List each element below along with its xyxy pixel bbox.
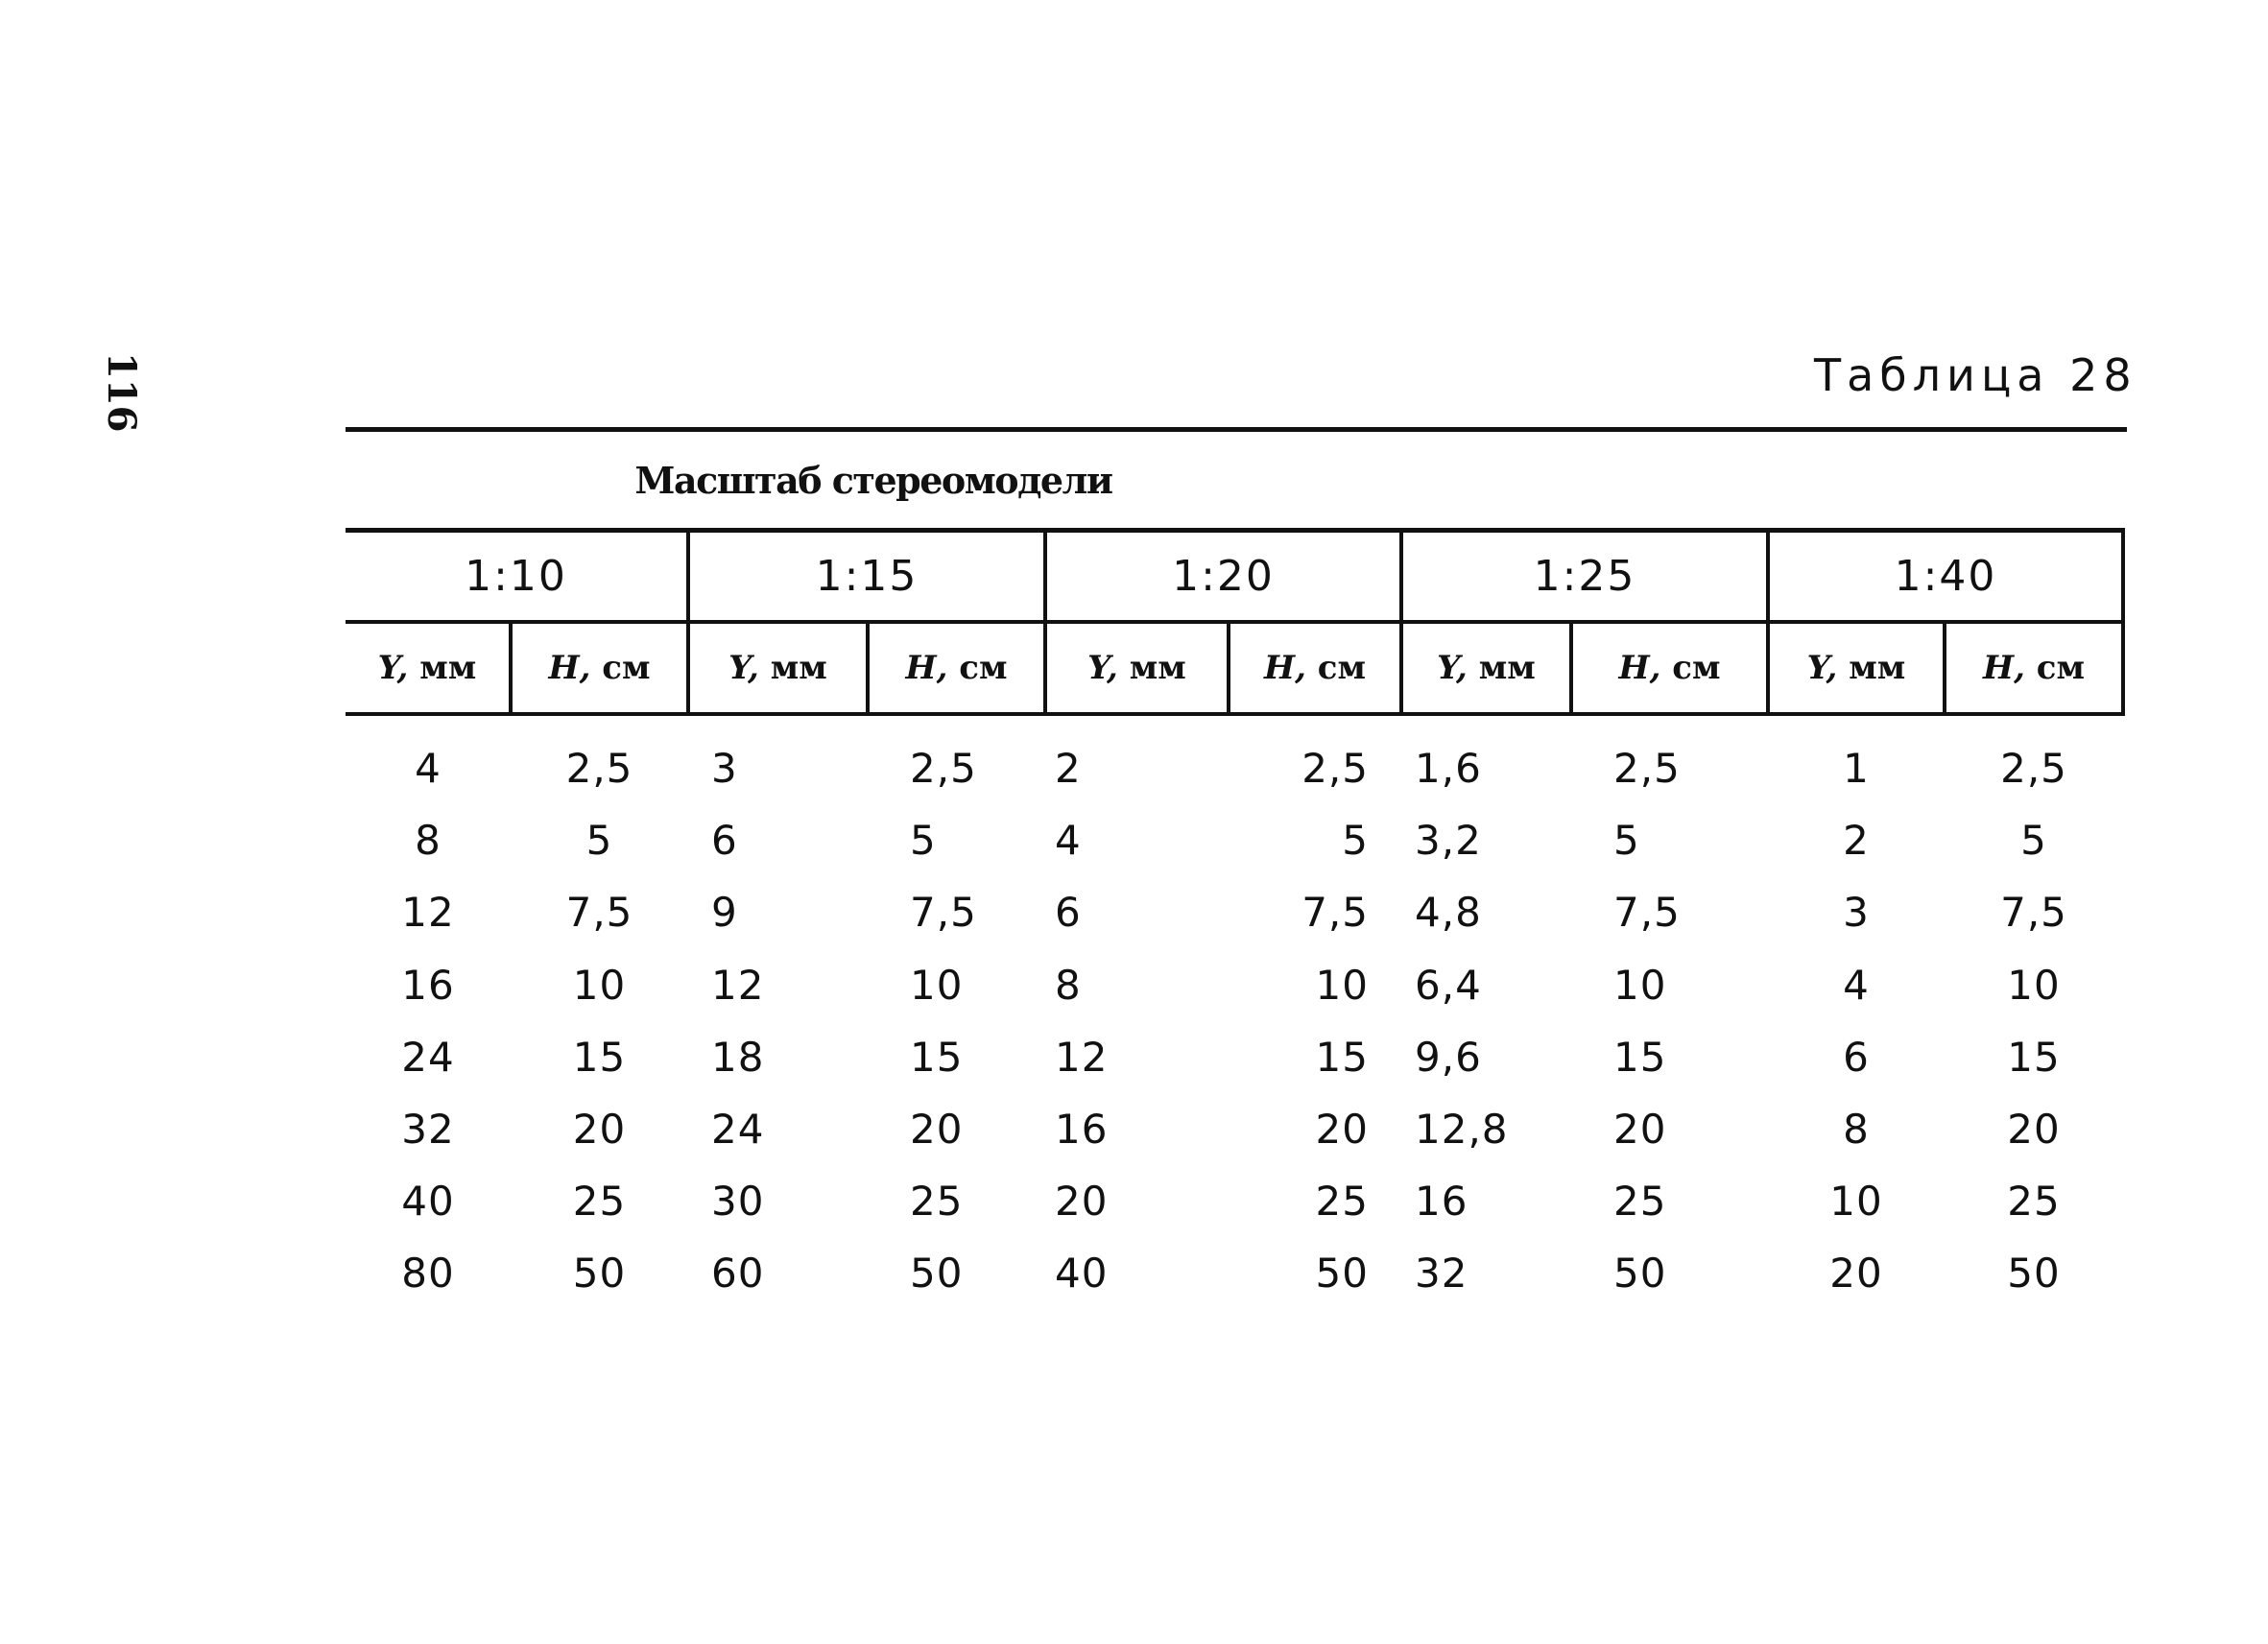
unit-header: H, см xyxy=(1571,622,1768,714)
table-cell: 3 xyxy=(711,745,738,793)
table-cell: 5 xyxy=(2020,817,2047,865)
table-cell: 20 xyxy=(1829,1250,1883,1298)
table-cell: 10 xyxy=(1829,1178,1883,1226)
table-cell: 30 xyxy=(711,1178,765,1226)
data-table xyxy=(346,732,2123,1310)
table-row xyxy=(346,949,2123,1021)
table-cell: 15 xyxy=(572,1033,627,1081)
table-cell: 7,5 xyxy=(2000,889,2067,937)
table-cell: 9,6 xyxy=(1415,1033,1482,1081)
table-row xyxy=(346,1093,2123,1165)
table-cell: 20 xyxy=(1315,1106,1369,1154)
table-row xyxy=(346,876,2123,948)
table-cell: 24 xyxy=(401,1033,455,1081)
unit-header: H, см xyxy=(868,622,1045,714)
table-cell: 1,6 xyxy=(1415,745,1482,793)
table-cell: 25 xyxy=(1613,1178,1667,1226)
table-cell: 15 xyxy=(1315,1033,1369,1081)
unit-header: H, см xyxy=(1945,622,2123,714)
page-number: 116 xyxy=(99,352,144,433)
unit-header: Y, мм xyxy=(1401,622,1571,714)
table-cell: 18 xyxy=(711,1033,765,1081)
table-cell: 50 xyxy=(1613,1250,1667,1298)
table-cell: 20 xyxy=(1055,1178,1109,1226)
unit-header: Y, мм xyxy=(1045,622,1229,714)
scale-header: 1:15 xyxy=(688,531,1045,623)
table-cell: 10 xyxy=(572,961,627,1009)
table-cell: 15 xyxy=(910,1033,964,1081)
table-cell: 40 xyxy=(1055,1250,1109,1298)
table-cell: 2,5 xyxy=(1613,745,1681,793)
table-cell: 60 xyxy=(711,1250,765,1298)
header-table xyxy=(346,528,2125,716)
table-cell: 1 xyxy=(1843,745,1870,793)
table-cell: 6,4 xyxy=(1415,961,1482,1009)
table-cell: 5 xyxy=(1342,817,1369,865)
table-cell: 2 xyxy=(1843,817,1870,865)
table-cell: 10 xyxy=(1613,961,1667,1009)
unit-header: Y, мм xyxy=(346,622,511,714)
scale-header: 1:20 xyxy=(1045,531,1401,623)
table-cell: 2,5 xyxy=(2000,745,2067,793)
group-title: Масштаб стереомодели xyxy=(634,459,1112,502)
table-cell: 4,8 xyxy=(1415,889,1482,937)
table-caption: Таблица 28 xyxy=(1814,349,2137,401)
table-cell: 12,8 xyxy=(1415,1106,1509,1154)
table-cell: 10 xyxy=(1315,961,1369,1009)
table-cell: 7,5 xyxy=(565,889,633,937)
table-cell: 9 xyxy=(711,889,738,937)
table-cell: 4 xyxy=(415,745,442,793)
table-cell: 5 xyxy=(910,817,937,865)
table-cell: 6 xyxy=(1843,1033,1870,1081)
table-cell: 12 xyxy=(1055,1033,1109,1081)
table-cell: 32 xyxy=(1415,1250,1468,1298)
table-row xyxy=(346,1021,2123,1093)
table-row xyxy=(346,1165,2123,1237)
table-cell: 20 xyxy=(910,1106,964,1154)
table-cell: 15 xyxy=(2007,1033,2061,1081)
table-cell: 20 xyxy=(572,1106,627,1154)
table-cell: 4 xyxy=(1843,961,1870,1009)
top-rule xyxy=(346,427,2127,432)
table-cell: 12 xyxy=(711,961,765,1009)
table-cell: 7,5 xyxy=(1301,889,1369,937)
table-cell: 50 xyxy=(572,1250,627,1298)
unit-header: H, см xyxy=(511,622,688,714)
table-cell: 25 xyxy=(1315,1178,1369,1226)
table-cell: 25 xyxy=(572,1178,627,1226)
table-cell: 50 xyxy=(1315,1250,1369,1298)
table-cell: 15 xyxy=(1613,1033,1667,1081)
table-row xyxy=(346,804,2123,876)
table-cell: 12 xyxy=(401,889,455,937)
scale-header: 1:40 xyxy=(1768,531,2123,623)
table-cell: 25 xyxy=(2007,1178,2061,1226)
table-cell: 7,5 xyxy=(1613,889,1681,937)
table-cell: 2 xyxy=(1055,745,1082,793)
unit-header: Y, мм xyxy=(688,622,868,714)
table-cell: 8 xyxy=(415,817,442,865)
table-cell: 5 xyxy=(585,817,613,865)
table-cell: 2,5 xyxy=(565,745,633,793)
table-cell: 6 xyxy=(711,817,738,865)
table-cell: 3 xyxy=(1843,889,1870,937)
table-cell: 7,5 xyxy=(910,889,977,937)
table-cell: 25 xyxy=(910,1178,964,1226)
scale-header: 1:25 xyxy=(1401,531,1768,623)
table-cell: 20 xyxy=(1613,1106,1667,1154)
table-cell: 50 xyxy=(2007,1250,2061,1298)
table-cell: 10 xyxy=(2007,961,2061,1009)
scale-header: 1:10 xyxy=(346,531,688,623)
table-cell: 40 xyxy=(401,1178,455,1226)
table-cell: 16 xyxy=(1055,1106,1109,1154)
table-cell: 50 xyxy=(910,1250,964,1298)
table-row xyxy=(346,732,2123,804)
table-cell: 16 xyxy=(401,961,455,1009)
table-cell: 5 xyxy=(1613,817,1640,865)
table-cell: 20 xyxy=(2007,1106,2061,1154)
table-cell: 16 xyxy=(1415,1178,1468,1226)
table-cell: 80 xyxy=(401,1250,455,1298)
table-cell: 32 xyxy=(401,1106,455,1154)
table-cell: 3,2 xyxy=(1415,817,1482,865)
table-row xyxy=(346,1237,2123,1309)
table-cell: 8 xyxy=(1843,1106,1870,1154)
table-cell: 10 xyxy=(910,961,964,1009)
table-cell: 6 xyxy=(1055,889,1082,937)
unit-header: Y, мм xyxy=(1768,622,1945,714)
table-cell: 8 xyxy=(1055,961,1082,1009)
table-cell: 2,5 xyxy=(1301,745,1369,793)
table-cell: 24 xyxy=(711,1106,765,1154)
table-cell: 4 xyxy=(1055,817,1082,865)
unit-header: H, см xyxy=(1229,622,1401,714)
table-cell: 2,5 xyxy=(910,745,977,793)
